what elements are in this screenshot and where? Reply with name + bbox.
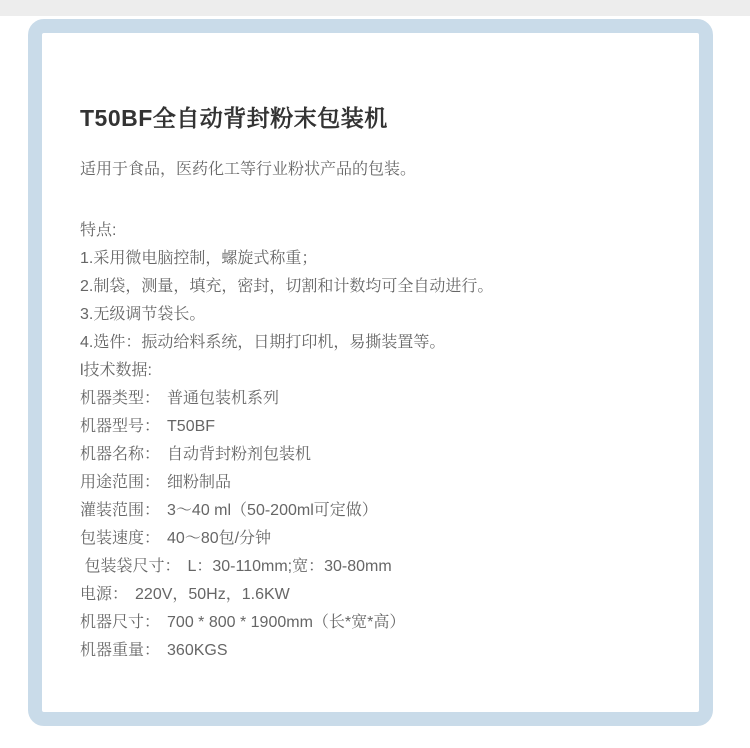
feature-item: 1.采用微电脑控制，螺旋式称重； [80, 250, 318, 267]
spec-row [80, 637, 659, 665]
spec-label: 机器重量： [80, 642, 161, 659]
spec-row [80, 413, 659, 441]
spec-row [80, 469, 659, 497]
spec-list [80, 385, 659, 665]
spec-row [80, 553, 659, 581]
spec-value: 3～40 ml（50-200ml可定做） [167, 502, 378, 519]
spec-value: 360KGS [167, 642, 228, 659]
tech-data-heading: l技术数据: [80, 362, 153, 379]
feature-item: 4.选件：振动给料系统，日期打印机，易撕装置等。 [80, 334, 446, 351]
features-heading: 特点: [80, 222, 117, 239]
spec-value: 细粉制品 [167, 474, 232, 491]
spec-value: 40～80包/分钟 [167, 530, 272, 547]
spec-value: 普通包装机系列 [167, 390, 280, 407]
feature-item: 3.无级调节袋长。 [80, 306, 206, 323]
spec-row [80, 609, 659, 637]
spec-value: L：30-110mm;宽：30-80mm [187, 558, 392, 575]
product-subtitle: 适用于食品，医药化工等行业粉状产品的包装。 [80, 161, 417, 178]
spec-label: 包装速度： [80, 530, 161, 547]
features-list [80, 245, 659, 357]
product-card [28, 19, 713, 726]
spec-value: 自动背封粉剂包装机 [167, 446, 312, 463]
spec-value: 700 * 800 * 1900mm（长*宽*高） [167, 614, 406, 631]
spec-label: 电源： [80, 586, 129, 603]
feature-item: 2.制袋，测量，填充，密封，切割和计数均可全自动进行。 [80, 278, 494, 295]
spec-label: 灌装范围： [80, 502, 161, 519]
page-title: T50BF全自动背封粉末包装机 [80, 105, 388, 131]
product-card-content [42, 33, 699, 665]
spec-label: 机器类型： [80, 390, 161, 407]
spec-label: 机器型号： [80, 418, 161, 435]
spec-value: 220V，50Hz，1.6KW [135, 586, 290, 603]
spec-row [80, 525, 659, 553]
spec-row [80, 497, 659, 525]
product-details [80, 217, 659, 665]
spec-label: 包装袋尺寸： [80, 558, 181, 575]
spec-row [80, 441, 659, 469]
page-top-strip [0, 0, 750, 16]
spec-row [80, 385, 659, 413]
spec-value: T50BF [167, 418, 216, 435]
spec-row [80, 581, 659, 609]
spec-label: 用途范围： [80, 474, 161, 491]
spec-label: 机器尺寸： [80, 614, 161, 631]
spec-label: 机器名称： [80, 446, 161, 463]
